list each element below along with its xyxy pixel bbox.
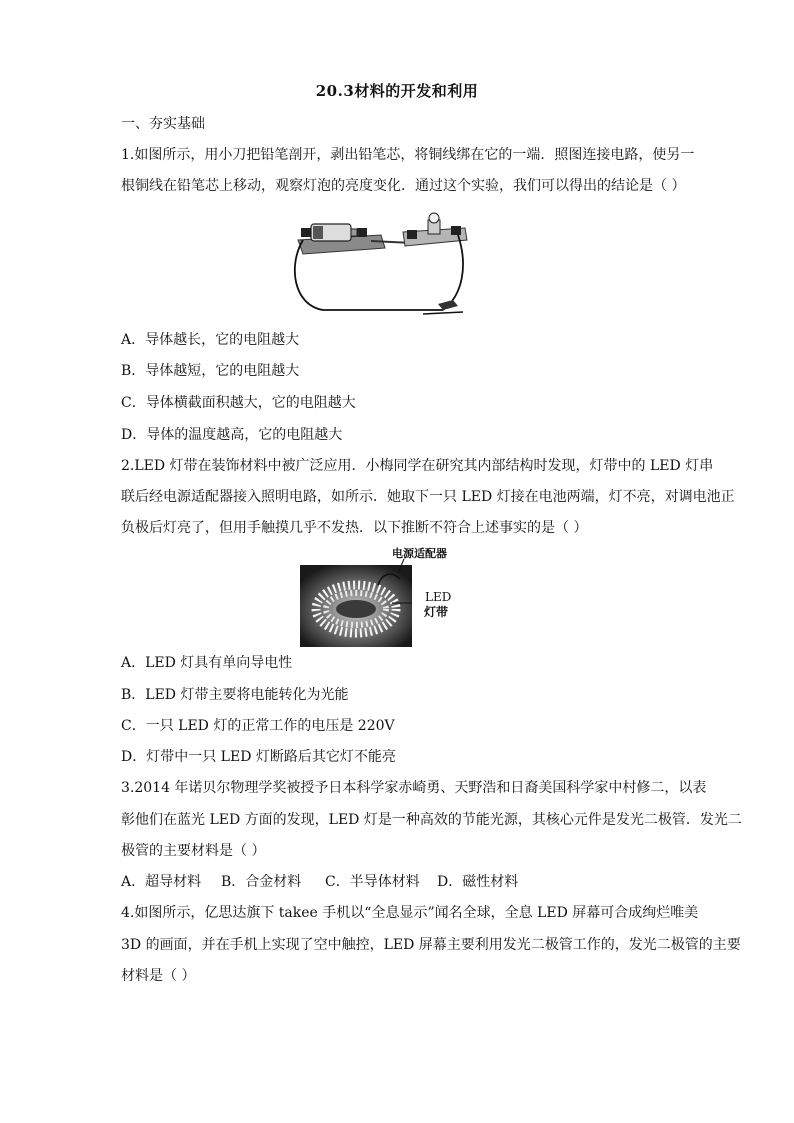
q2-text-line-3: 负极后灯亮了，但用手触摸几乎不发热．以下推断不符合上述事实的是（ ） (121, 520, 588, 536)
q2-option-a: A．LED 灯具有单向导电性 (121, 655, 293, 671)
q1-text-line-2: 根铜线在铅笔芯上移动，观察灯泡的亮度变化．通过这个实验，我们可以得出的结论是（ ） (121, 178, 686, 194)
page-title: 20.3材料的开发和利用 (315, 82, 479, 100)
q2-text-line-1: 2.LED 灯带在装饰材料中被广泛应用．小梅同学在研究其内部结构时发现，灯带中的 LED 灯串 (121, 458, 714, 474)
q4-text-line-3: 材料是（ ） (121, 968, 196, 984)
q1-option-c: C．导体横截面积越大，它的电阻越大 (121, 395, 356, 411)
q1-option-a: A．导体越长，它的电阻越大 (121, 332, 300, 348)
q3-option-c: C．半导体材料 (325, 874, 420, 890)
q2-text-line-2: 联后经电源适配器接入照明电路，如所示．她取下一只 LED 灯接在电池两端，灯不亮，对调电池正 (121, 489, 735, 505)
circuit-figure (293, 210, 468, 322)
strip-label: 灯带 (424, 605, 449, 619)
q2-option-d: D．灯带中一只 LED 灯断路后其它灯不能亮 (121, 749, 396, 765)
q2-option-c: C．一只 LED 灯的正常工作的电压是 220V (121, 718, 395, 734)
section-heading: 一、夯实基础 (121, 116, 205, 132)
adapter-label: 电源适配器 (392, 547, 447, 560)
q4-text-line-2: 3D 的画面，并在手机上实现了空中触控，LED 屏幕主要利用发光二极管工作的，发光二极管的主要 (121, 937, 741, 953)
q3-option-a: A．超导材料 (121, 874, 202, 890)
q1-text-line-1: 1.如图所示，用小刀把铅笔剖开，剥出铅笔芯，将铜线绑在它的一端．照图连接电路，使另一 (121, 147, 695, 163)
q3-options (121, 872, 518, 892)
q3-text-line-2: 彰他们在蓝光 LED 方面的发现，LED 灯是一种高效的节能光源，其核心元件是发光二极管．发光二 (121, 812, 742, 828)
q1-option-d: D．导体的温度越高，它的电阻越大 (121, 427, 343, 443)
q2-option-b: B．LED 灯带主要将电能转化为光能 (121, 687, 349, 703)
led-label: LED (425, 590, 452, 604)
q1-option-b: B．导体越短，它的电阻越大 (121, 363, 300, 379)
q4-text-line-1: 4.如图所示，亿思达旗下 takee 手机以“全息显示”闻名全球，全息 LED 屏幕可合成绚烂唯美 (121, 905, 699, 921)
q3-option-b: B．合金材料 (221, 874, 302, 890)
q3-option-d: D．磁性材料 (437, 874, 519, 890)
led-strip-figure (300, 543, 465, 647)
q3-text-line-3: 极管的主要材料是（ ） (121, 843, 266, 859)
q3-text-line-1: 3.2014 年诺贝尔物理学奖被授予日本科学家赤崎勇、天野浩和日裔美国科学家中村修二，以表 (121, 780, 707, 796)
